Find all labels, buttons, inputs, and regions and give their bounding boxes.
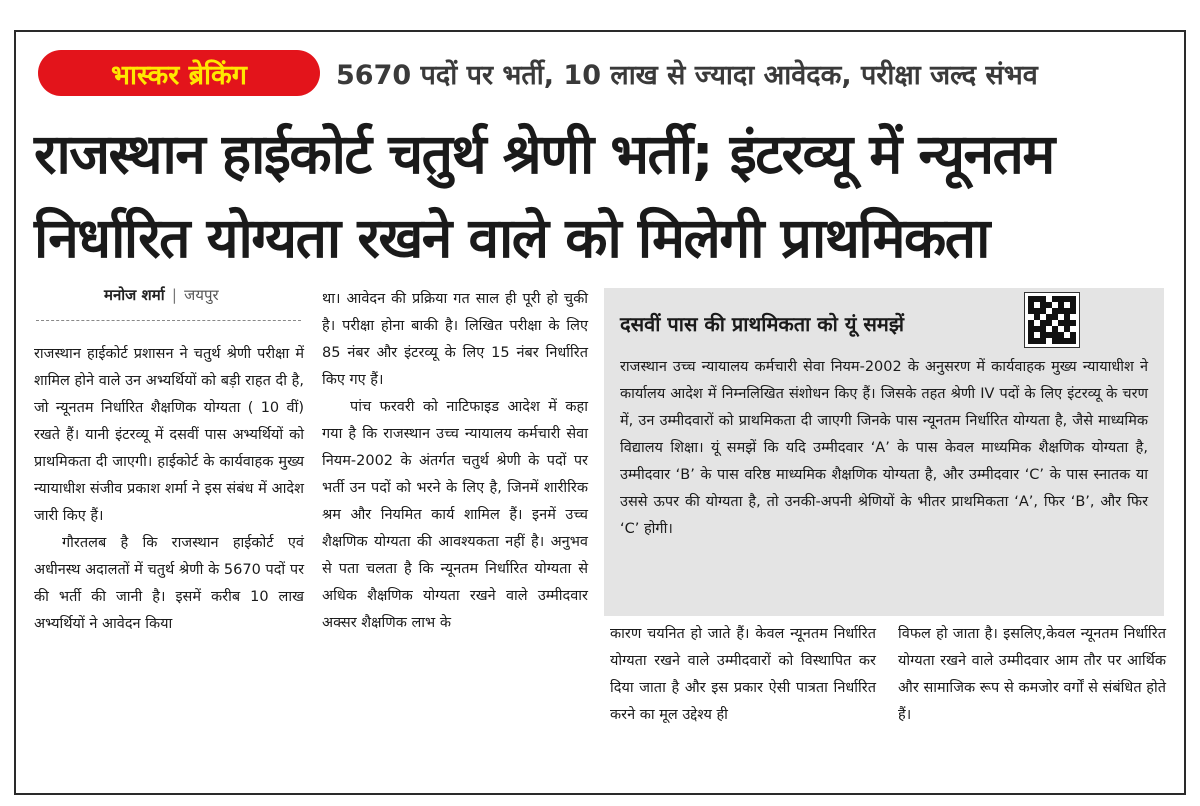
byline <box>104 285 219 305</box>
byline-author: मनोज शर्मा <box>104 286 165 304</box>
info-box <box>604 288 1164 616</box>
article-column-1 <box>34 341 304 638</box>
article-paragraph: गौरतलब है कि राजस्थान हाईकोर्ट एवं अधीनस्थ अदालतों में चतुर्थ श्रेणी के 5670 पदों पर की भर्ती की जानी है। इसमें करीब 10 लाख अभ्यर्थियों ने आवेदन किया <box>34 535 304 632</box>
headline-line-1: राजस्थान हाईकोर्ट चतुर्थ श्रेणी भर्ती; इंटरव्यू में न्यूनतम <box>34 122 1054 186</box>
info-box-title: दसवीं पास की प्राथमिकता को यूं समझें <box>620 312 904 336</box>
article-paragraph: पांच फरवरी को नाटिफाइड आदेश में कहा गया है कि राजस्थान उच्च न्यायालय कर्मचारी सेवा नियम-2002 के अंतर्गत चतुर्थ श्रेणी के पदों पर भर्ती उन पदों को भरने के लिए है, जिनमें शारीरिक श्रम और नियमित कार्य शामिल हैं। इनमें उच्च शैक्षणिक योग्यता की आवश्यकता नहीं है। अनुभव से पता चलता है कि न्यूनतम निर्धारित योग्यता से अधिक शैक्षणिक योग्यता रखने वाले उम्मीदवार अक्सर शैक्षणिक लाभ के <box>322 399 588 631</box>
tagline: 5670 पदों पर भर्ती, 10 लाख से ज्यादा आवेदक, परीक्षा जल्द संभव <box>336 59 1038 91</box>
info-box-text: राजस्थान उच्च न्यायालय कर्मचारी सेवा नियम-2002 के अनुसरण में कार्यवाहक मुख्य न्यायाधीश ने कार्यालय आदेश में निम्नलिखित संशोधन किए हैं। जिसके तहत श्रेणी IV पदों के लिए इंटरव्यू के चरण में, उन उम्मीदवारों को प्राथमिकता दी जाएगी जिनके पास न्यूनतम निर्धारित योग्यता है, जैसे माध्यमिक विद्यालय शिक्षा। यूं समझें कि यदि उम्मीदवार ‘A’ के पास केवल माध्यमिक शैक्षणिक योग्यता है, उम्मीदवार ‘B’ के पास वरिष्ठ माध्यमिक शैक्षणिक योग्यता है, और उम्मीदवार ‘C’ के पास स्नातक या उससे ऊपर की योग्यता है, तो उनकी-अपनी श्रेणियों के भीतर प्राथमिकता ‘A’, फिर ‘B’, और फिर ‘C’ होगी। <box>620 359 1148 537</box>
article-column-3 <box>610 621 876 729</box>
article-paragraph: था। आवेदन की प्रक्रिया गत साल ही पूरी हो चुकी है। परीक्षा होना बाकी है। लिखित परीक्षा के लिए 85 नंबर और इंटरव्यू के लिए 15 नंबर निर्धारित किए गए हैं। <box>322 291 588 388</box>
article-paragraph: विफल हो जाता है। इसलिए,केवल न्यूनतम निर्धारित योग्यता रखने वाले उम्मीदवार आम तौर पर आर्थिक और सामाजिक रूप से कमजोर वर्गों से संबंधित होते हैं। <box>898 626 1166 723</box>
article-paragraph: राजस्थान हाईकोर्ट प्रशासन ने चतुर्थ श्रेणी परीक्षा में शामिल होने वाले उन अभ्यर्थियों को बड़ी राहत दी है, जो न्यूनतम निर्धारित शैक्षणिक योग्यता ( 10 वीं) रखते हैं। यानी इंटरव्यू में दसवीं पास अभ्यर्थियों को प्राथमिकता दी जाएगी। हाईकोर्ट के कार्यवाहक मुख्य न्यायाधीश संजीव प्रकाश शर्मा ने इस संबंध में आदेश जारी किए हैं। <box>34 346 304 524</box>
article-paragraph: कारण चयनित हो जाते हैं। केवल न्यूनतम निर्धारित योग्यता रखने वाले उम्मीदवारों को विस्थापित कर दिया जाता है और इस प्रकार ऐसी पात्रता निर्धारित करने का मूल उद्देश्य ही <box>610 626 876 723</box>
qr-code-icon <box>1024 292 1080 348</box>
article-column-4 <box>898 621 1166 729</box>
byline-separator: | <box>171 286 177 304</box>
brand-breaking-badge <box>38 50 320 96</box>
byline-city: जयपुर <box>184 286 219 304</box>
brand-label: भास्कर ब्रेकिंग <box>110 59 247 91</box>
headline-line-2: निर्धारित योग्यता रखने वाले को मिलेगी प्राथमिकता <box>34 206 989 270</box>
byline-divider <box>36 320 301 321</box>
article-column-2 <box>322 286 588 637</box>
headline <box>34 112 1174 280</box>
